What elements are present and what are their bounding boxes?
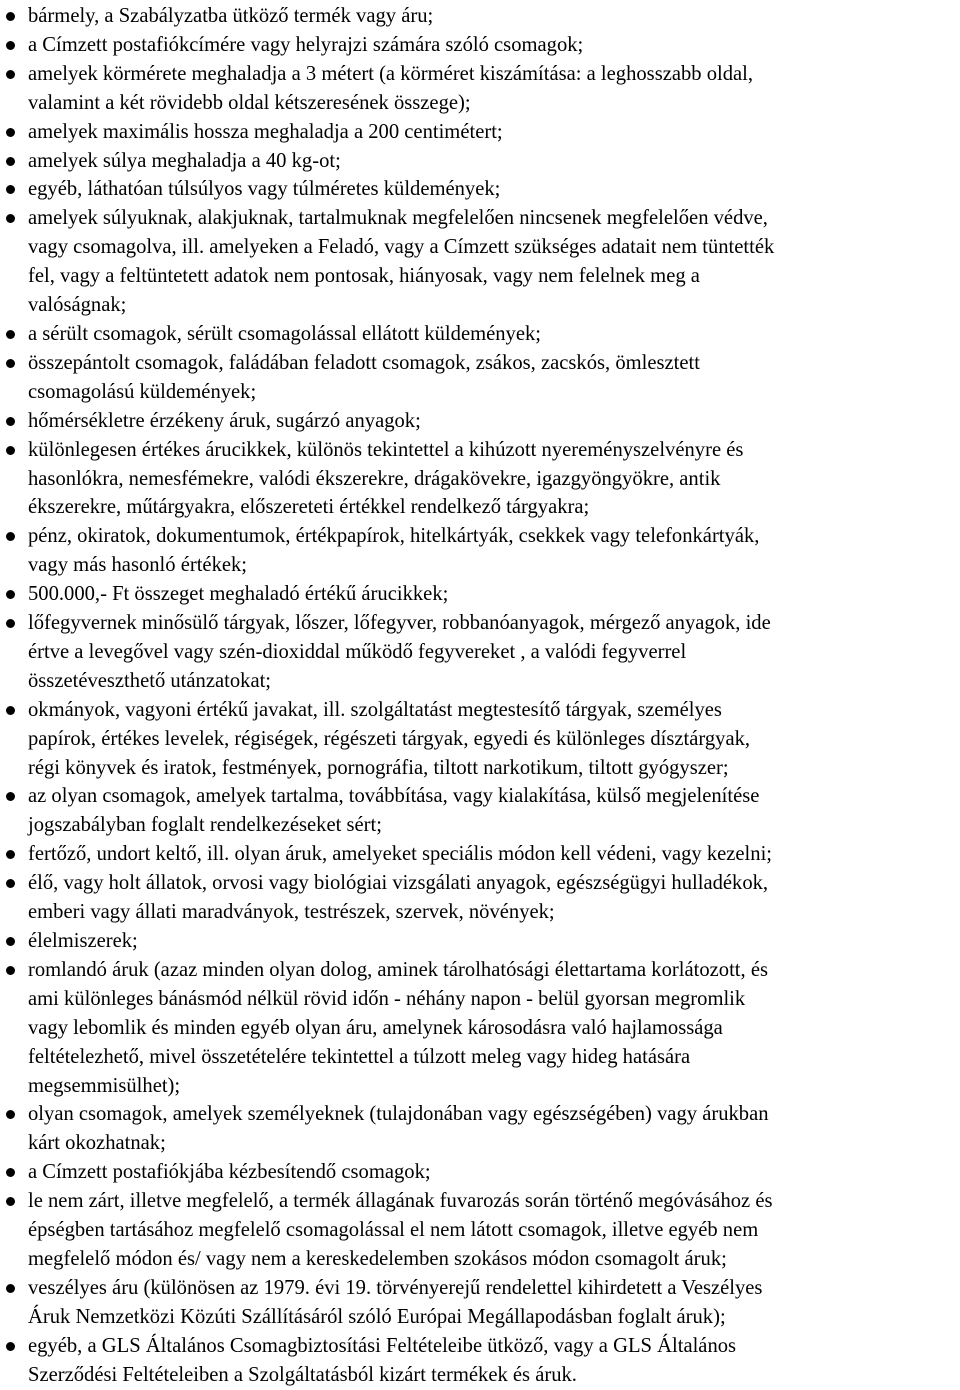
- list-item-text: [28, 349, 956, 407]
- list-item-line: ami különleges bánásmód nélkül rövid időn - néhány napon - belül gyorsan megromlik: [28, 987, 746, 1010]
- list-item-line: amelyek körmérete meghaladja a 3 métert (a körméret kiszámítása: a leghosszabb oldal,: [28, 62, 754, 85]
- bullet-icon: [6, 417, 15, 426]
- list-item: [6, 1158, 956, 1187]
- list-item-line: olyan csomagok, amelyek személyeknek (tulajdonában vagy egészségében) vagy árukban: [28, 1103, 769, 1126]
- bullet-icon: [6, 706, 15, 715]
- list-item-text: [28, 869, 956, 927]
- list-item-line: le nem zárt, illetve megfelelő, a termék állagának fuvarozás során történő megóvásához és: [28, 1190, 773, 1213]
- list-item-text: [28, 320, 956, 349]
- list-item-text: [28, 782, 956, 840]
- list-item-line: különlegesen értékes árucikkek, különös tekintettel a kihúzott nyereményszelvényre és: [28, 438, 744, 461]
- bullet-icon: [6, 1197, 15, 1206]
- list-item-line: amelyek maximális hossza meghaladja a 200 centimétert;: [28, 120, 503, 143]
- bullet-icon: [6, 41, 15, 50]
- list-item-line: egyéb, láthatóan túlsúlyos vagy túlméretes küldemények;: [28, 178, 501, 201]
- bullet-icon: [6, 590, 15, 599]
- list-item-text: [28, 1100, 956, 1158]
- list-item: [6, 609, 956, 696]
- bullet-icon: [6, 850, 15, 859]
- list-item-line: hasonlókra, nemesfémekre, valódi ékszerekre, drágakövekre, igazgyöngyökre, antik: [28, 467, 721, 490]
- list-item: [6, 147, 956, 176]
- list-item-text: [28, 522, 956, 580]
- list-item: [6, 175, 956, 204]
- list-item-line: pénz, okiratok, dokumentumok, értékpapírok, hitelkártyák, csekkek vagy telefonkártyák,: [28, 525, 760, 548]
- list-item: [6, 522, 956, 580]
- list-item-line: valóságnak;: [28, 294, 127, 317]
- bullet-icon: [6, 792, 15, 801]
- bullet-icon: [6, 157, 15, 166]
- list-item: [6, 349, 956, 407]
- list-item-text: [28, 2, 956, 31]
- bullet-icon: [6, 966, 15, 975]
- bullet-icon: [6, 1168, 15, 1177]
- list-item: [6, 1332, 956, 1390]
- prohibited-items-list: [6, 2, 956, 1390]
- list-item-line: valamint a két rövidebb oldal kétszeresének összege);: [28, 91, 471, 114]
- list-item: [6, 31, 956, 60]
- list-item-line: összepántolt csomagok, faládában feladott csomagok, zsákos, zacskós, ömlesztett: [28, 351, 700, 374]
- list-item-text: [28, 1158, 956, 1187]
- bullet-icon: [6, 1342, 15, 1351]
- list-item-line: feltételezhető, mivel összetételére tekintettel a túlzott meleg vagy hideg hatására: [28, 1045, 691, 1068]
- list-item-line: veszélyes áru (különösen az 1979. évi 19. törvényerejű rendelettel kihirdetett a Veszélyes: [28, 1276, 763, 1299]
- list-item: [6, 2, 956, 31]
- list-item-line: megfelelő módon és/ vagy nem a kereskedelemben szokásos módon csomagolt áruk;: [28, 1247, 727, 1270]
- list-item-line: emberi vagy állati maradványok, testrészek, szervek, növények;: [28, 901, 555, 924]
- list-item-text: [28, 204, 956, 320]
- list-item-line: élelmiszerek;: [28, 930, 138, 952]
- bullet-icon: [6, 1110, 15, 1119]
- list-item-line: régi könyvek és iratok, festmények, pornográfia, tiltott narkotikum, tiltott gyógyszer;: [28, 756, 729, 779]
- list-item-text: [28, 1187, 956, 1274]
- bullet-icon: [6, 879, 15, 888]
- list-item-line: romlandó áruk (azaz minden olyan dolog, aminek tárolhatósági élettartama korlátozott, és: [28, 958, 768, 981]
- bullet-icon: [6, 446, 15, 455]
- list-item-line: fertőző, undort keltő, ill. olyan áruk, amelyeket speciális módon kell védeni, vagy kezelni;: [28, 843, 773, 866]
- bullet-icon: [6, 70, 15, 79]
- list-item-line: vagy más hasonló értékek;: [28, 554, 248, 577]
- list-item: [6, 1187, 956, 1274]
- list-item: [6, 696, 956, 783]
- list-item-line: megsemmisülhet);: [28, 1074, 181, 1097]
- list-item: [6, 840, 956, 869]
- list-item: [6, 580, 956, 609]
- list-item-line: élő, vagy holt állatok, orvosi vagy biológiai vizsgálati anyagok, egészségügyi hulladékok,: [28, 872, 769, 895]
- list-item-line: a sérült csomagok, sérült csomagolással ellátott küldemények;: [28, 322, 541, 345]
- list-item: [6, 204, 956, 320]
- list-item-text: [28, 927, 956, 956]
- list-item-line: Szerződési Feltételeiben a Szolgáltatásból kizárt termékek és áruk.: [28, 1363, 577, 1386]
- list-item-line: fel, vagy a feltüntetett adatok nem pontosak, hiányosak, vagy nem felelnek meg a: [28, 265, 700, 288]
- list-item: [6, 436, 956, 523]
- list-item: [6, 320, 956, 349]
- list-item-line: 500.000,- Ft összeget meghaladó értékű árucikkek;: [28, 583, 449, 606]
- bullet-icon: [6, 359, 15, 368]
- list-item: [6, 927, 956, 956]
- list-item-text: [28, 580, 956, 609]
- list-item-line: jogszabályban foglalt rendelkezéseket sért;: [28, 814, 382, 837]
- list-item-text: [28, 60, 956, 118]
- list-item: [6, 869, 956, 927]
- list-item-line: ékszerekre, műtárgyakra, előszereteti értékkel rendelkező tárgyakra;: [28, 496, 590, 519]
- list-item-text: [28, 118, 956, 147]
- list-item-line: épségben tartásához megfelelő csomagolással el nem látott csomagok, illetve egyéb nem: [28, 1219, 759, 1242]
- list-item-line: kárt okozhatnak;: [28, 1132, 166, 1155]
- list-item-line: egyéb, a GLS Általános Csomagbiztosítási Feltételeibe ütköző, vagy a GLS Általános: [28, 1334, 737, 1357]
- list-item-line: okmányok, vagyoni értékű javakat, ill. szolgáltatást megtestesítő tárgyak, személyes: [28, 698, 722, 721]
- list-item-line: a Címzett postafiókjába kézbesítendő csomagok;: [28, 1161, 431, 1184]
- list-item-line: összetéveszthető utánzatokat;: [28, 669, 272, 692]
- list-item-line: a Címzett postafiókcímére vagy helyrajzi számára szóló csomagok;: [28, 33, 584, 56]
- bullet-icon: [6, 330, 15, 339]
- list-item-text: [28, 1274, 956, 1332]
- list-item-line: vagy csomagolva, ill. amelyeken a Feladó, vagy a Címzett szükséges adatait nem tüntették: [28, 236, 775, 259]
- bullet-icon: [6, 12, 15, 21]
- list-item: [6, 118, 956, 147]
- list-item: [6, 956, 956, 1101]
- bullet-icon: [6, 619, 15, 628]
- list-item-line: papírok, értékes levelek, régiségek, régészeti tárgyak, egyedi és különleges dísztárgyak,: [28, 727, 751, 750]
- list-item: [6, 60, 956, 118]
- bullet-icon: [6, 1284, 15, 1293]
- list-item: [6, 1100, 956, 1158]
- bullet-icon: [6, 185, 15, 194]
- list-item-line: értve a levegővel vagy szén-dioxiddal működő fegyvereket , a valódi fegyverrel: [28, 640, 687, 663]
- bullet-icon: [6, 532, 15, 541]
- list-item-text: [28, 436, 956, 523]
- list-item-text: [28, 840, 956, 869]
- list-item-line: lőfegyvernek minősülő tárgyak, lőszer, lőfegyver, robbanóanyagok, mérgező anyagok, ide: [28, 612, 771, 635]
- list-item-text: [28, 1332, 956, 1390]
- list-item-line: csomagolású küldemények;: [28, 380, 257, 403]
- list-item-text: [28, 609, 956, 696]
- list-item-line: amelyek súlya meghaladja a 40 kg-ot;: [28, 149, 341, 172]
- list-item-line: amelyek súlyuknak, alakjuknak, tartalmuknak megfelelően nincsenek megfelelően védve,: [28, 207, 768, 230]
- list-item-text: [28, 31, 956, 60]
- list-item-line: az olyan csomagok, amelyek tartalma, továbbítása, vagy kialakítása, külső megjelenítése: [28, 785, 760, 808]
- list-item-line: hőmérsékletre érzékeny áruk, sugárzó anyagok;: [28, 409, 421, 432]
- list-item-text: [28, 407, 956, 436]
- list-item: [6, 1274, 956, 1332]
- list-item-text: [28, 147, 956, 176]
- list-item-line: bármely, a Szabályzatba ütköző termék vagy áru;: [28, 5, 434, 27]
- list-item-text: [28, 956, 956, 1101]
- list-item-text: [28, 696, 956, 783]
- list-item-line: Áruk Nemzetközi Közúti Szállításáról szóló Európai Megállapodásban foglalt áruk);: [28, 1305, 726, 1328]
- bullet-icon: [6, 937, 15, 946]
- list-item-text: [28, 175, 956, 204]
- bullet-icon: [6, 214, 15, 223]
- list-item: [6, 407, 956, 436]
- bullet-icon: [6, 128, 15, 137]
- list-item: [6, 782, 956, 840]
- list-item-line: vagy lebomlik és minden egyéb olyan áru, amelynek károsodásra való hajlamossága: [28, 1016, 723, 1039]
